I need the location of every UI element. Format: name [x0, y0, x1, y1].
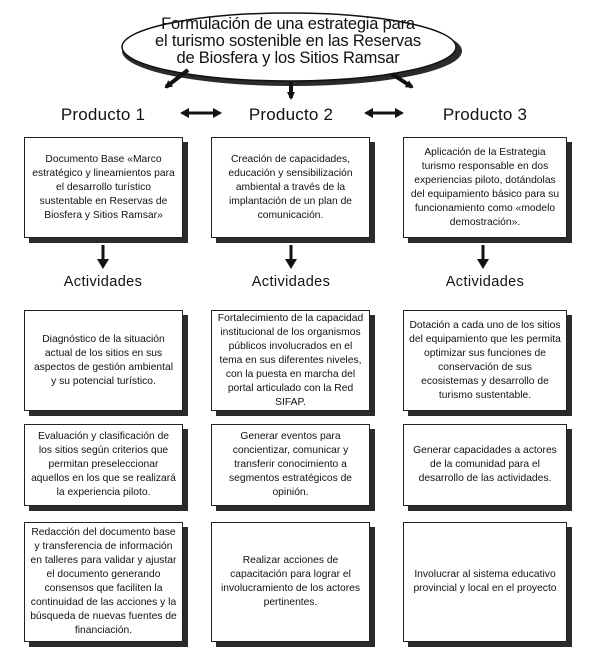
activity-2-2-text: Generar eventos para concientizar, comunicar y transferir conocimiento a segmentos estratégicos de opinión.	[228, 431, 353, 498]
activity-3-2-text: Generar capacidades a actores de la comunidad para el desarrollo de las actividades.	[413, 445, 557, 484]
product-3-box	[403, 137, 567, 238]
main-title-line-2: el turismo sostenible en las Reservas	[155, 32, 421, 50]
product-1-description: Documento Base «Marco estratégico y lineamientos para el desarrollo turístico sustentable en Reservas de Biosfera y Sitios Ramsar»	[32, 153, 175, 221]
product-2-box	[211, 137, 370, 238]
activity-2-1-box	[211, 310, 370, 411]
activity-1-1-box	[24, 310, 183, 411]
activities-3-title: Actividades	[445, 274, 525, 290]
product-3-description: Aplicación de la Estrategia turismo responsable en dos experiencias piloto, dotándolas del equipamiento básico para su funcionamiento como «modelo demostración».	[410, 146, 560, 228]
product-3-title: Producto 3	[442, 105, 528, 124]
product-1-box	[24, 137, 183, 238]
arrow-down-2	[285, 245, 297, 269]
double-arrow-2-3	[364, 108, 404, 118]
activity-1-2-text: Evaluación y clasificación de los sitios según criterios que permitan preseleccionar aquellos en los que se realizará la experiencia piloto.	[31, 431, 176, 498]
activities-2-title: Actividades	[251, 274, 331, 290]
activity-3-3-text: Involucrar al sistema educativo provincial y local en el proyecto	[413, 569, 557, 594]
activity-3-3-box	[403, 522, 567, 642]
activity-3-1-box	[403, 310, 567, 411]
activity-1-2-box	[24, 424, 183, 506]
activity-2-3-text: Realizar acciones de capacitación para lograr el involucramiento de los actores pertinentes.	[220, 555, 361, 608]
activity-1-3-text: Redacción del documento base y transferencia de información en talleres para validar y ajustar el documento generando consensos que faciliten la continuidad de las acciones y la búsqueda de nuevas fuentes de financiación.	[30, 527, 177, 636]
activity-2-2-box	[211, 424, 370, 506]
double-arrow-1-2	[180, 108, 222, 118]
activity-1-3-box	[24, 522, 183, 642]
product-1-title: Producto 1	[60, 105, 146, 124]
main-title-line-3: de Biosfera y los Sitios Ramsar	[176, 49, 400, 67]
product-2-title: Producto 2	[248, 105, 334, 124]
activity-1-1-text: Diagnóstico de la situación actual de los sitios en sus aspectos de gestión ambiental y su potencial turístico.	[33, 333, 174, 387]
activity-3-1-text: Dotación a cada uno de los sitios del equipamiento que les permita optimizar sus funciones de conservación de sus ecosistemas y desarrollo de turismo sustentable.	[409, 319, 561, 401]
activity-2-3-box	[211, 522, 370, 642]
activity-3-2-box	[403, 424, 567, 506]
activity-2-1-text: Fortalecimiento de la capacidad institucional de los organismos públicos involucrados en el tema en sus diferentes niveles, con la puesta en marcha del portal articulado con la Red SIFAP.	[217, 312, 364, 408]
activities-1-title: Actividades	[63, 274, 143, 290]
main-title-line-1: Formulación de una estrategia para	[161, 15, 415, 33]
arrow-down-3	[477, 245, 489, 269]
product-2-description: Creación de capacidades, educación y sensibilización ambiental a través de la implantación de un plan de comunicación.	[228, 153, 353, 221]
main-title	[128, 16, 448, 84]
arrow-down-1	[97, 245, 109, 269]
